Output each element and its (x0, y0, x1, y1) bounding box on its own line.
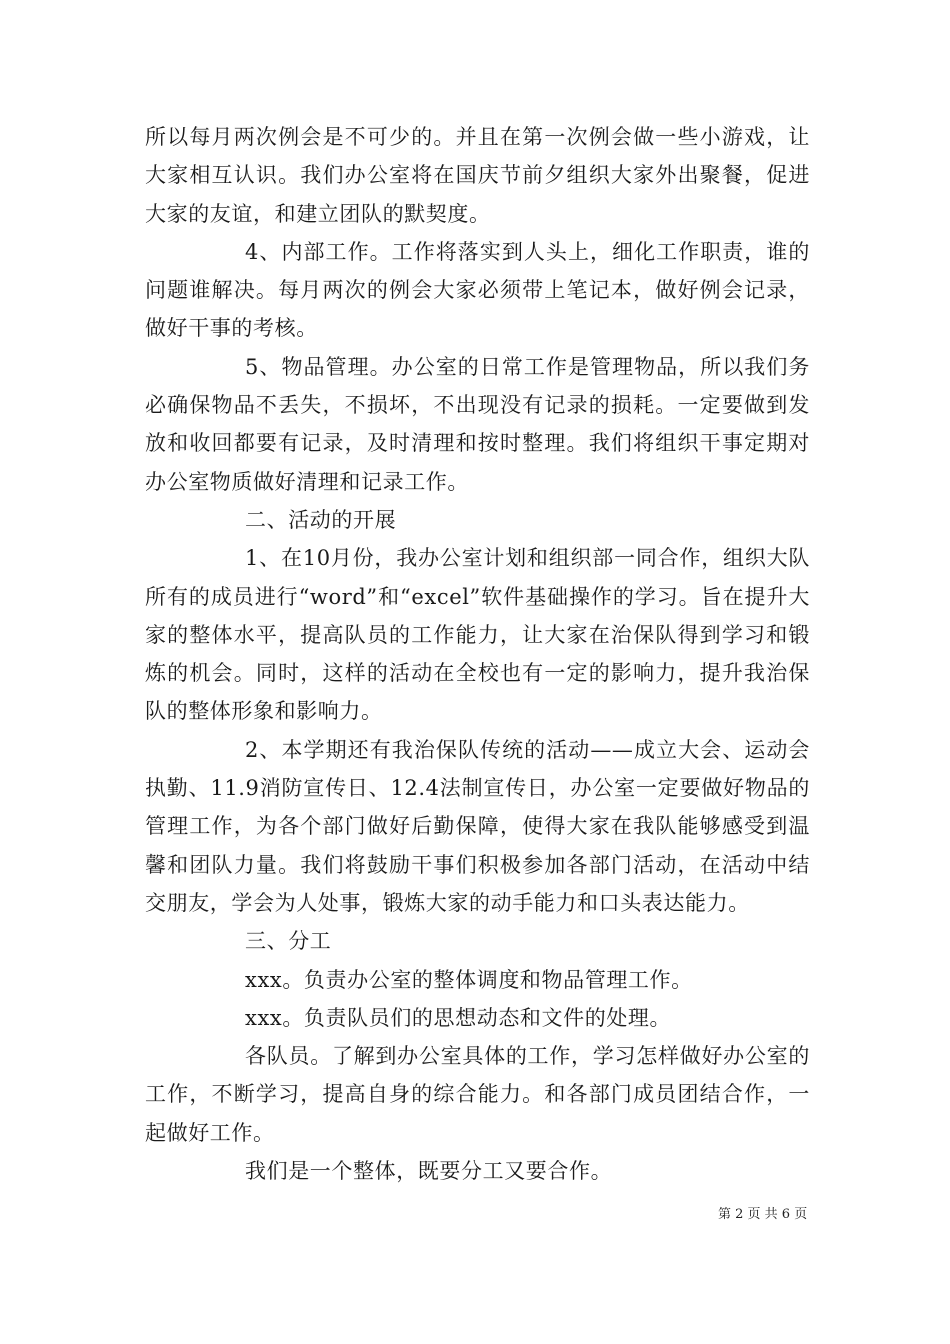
paragraph: 2、本学期还有我治保队传统的活动——成立大会、运动会执勤、11.9消防宣传日、12.4法制宣传日，办公室一定要做好物品的管理工作，为各个部门做好后勤保障，使得大家在我队能够感受到温馨和团队力量。我们将鼓励干事们积极参加各部门活动，在活动中结交朋友，学会为人处事，锻炼大家的动手能力和口头表达能力。 (145, 737, 810, 915)
paragraph: 我们是一个整体，既要分工又要合作。 (245, 1159, 613, 1184)
paragraph: xxx。负责办公室的整体调度和物品管理工作。 (245, 967, 693, 992)
paragraph: 各队员。了解到办公室具体的工作，学习怎样做好办公室的工作，不断学习，提高自身的综合能力。和各部门成员团结合作，一起做好工作。 (145, 1044, 810, 1145)
page-number: 第 2 页 共 6 页 (718, 1207, 808, 1222)
section-heading: 三、分工 (245, 929, 332, 954)
paragraph: xxx。负责队员们的思想动态和文件的处理。 (245, 1005, 672, 1030)
paragraph: 5、物品管理。办公室的日常工作是管理物品，所以我们务必确保物品不丢失，不损坏，不出现没有记录的损耗。一定要做到发放和收回都要有记录，及时清理和按时整理。我们将组织干事定期对办公室物质做好清理和记录工作。 (145, 354, 810, 494)
paragraph: 所以每月两次例会是不可少的。并且在第一次例会做一些小游戏，让大家相互认识。我们办公室将在国庆节前夕组织大家外出聚餐，促进大家的友谊，和建立团队的默契度。 (145, 125, 810, 226)
paragraph: 4、内部工作。工作将落实到人头上，细化工作职责，谁的问题谁解决。每月两次的例会大家必须带上笔记本，做好例会记录，做好干事的考核。 (145, 239, 810, 341)
section-heading: 二、活动的开展 (245, 507, 397, 532)
paragraph: 1、在10月份，我办公室计划和组织部一同合作，组织大队所有的成员进行“word”和“excel”软件基础操作的学习。旨在提升大家的整体水平，提高队员的工作能力，让大家在治保队得到学习和锻炼的机会。同时，这样的活动在全校也有一定的影响力，提升我治保队的整体形象和影响力。 (145, 546, 810, 724)
body-text (145, 118, 810, 1190)
